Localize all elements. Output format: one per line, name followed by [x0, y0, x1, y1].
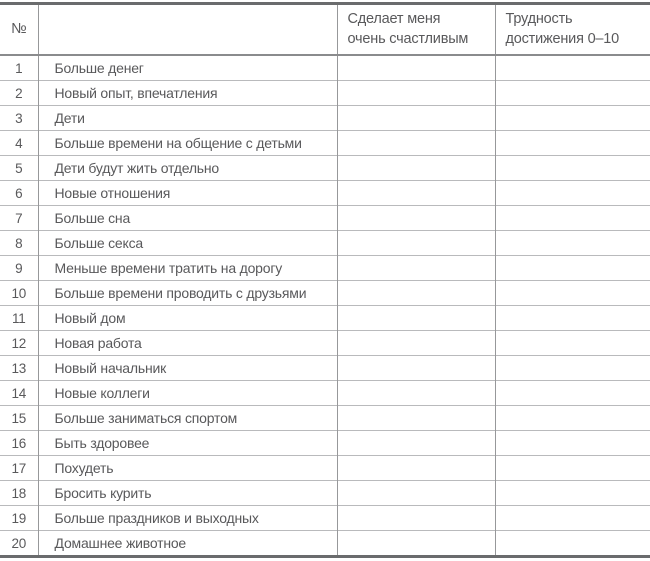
happy-value-cell: [337, 206, 495, 231]
difficulty-value-cell: [495, 456, 650, 481]
happy-value-cell: [337, 506, 495, 531]
happy-value-cell: [337, 131, 495, 156]
difficulty-value-cell: [495, 256, 650, 281]
wish-item-label: Больше праздников и выходных: [38, 506, 337, 531]
happy-value-cell: [337, 356, 495, 381]
difficulty-value-cell: [495, 331, 650, 356]
wish-item-label: Новые отношения: [38, 181, 337, 206]
wish-item-label: Новая работа: [38, 331, 337, 356]
table-row: [0, 531, 650, 557]
difficulty-value-cell: [495, 356, 650, 381]
col-header-happy-line1: Сделает меня: [347, 11, 441, 28]
table-row: [0, 306, 650, 331]
difficulty-value-cell: [495, 406, 650, 431]
difficulty-value-cell: [495, 81, 650, 106]
table-header: [0, 4, 650, 56]
wish-item-label: Новый начальник: [38, 356, 337, 381]
table-row: [0, 406, 650, 431]
row-number: 18: [0, 481, 38, 506]
happy-value-cell: [337, 231, 495, 256]
wish-item-label: Домашнее животное: [38, 531, 337, 557]
difficulty-value-cell: [495, 531, 650, 557]
difficulty-value-cell: [495, 206, 650, 231]
col-header-happy-line2: очень счастливым: [347, 30, 469, 47]
difficulty-value-cell: [495, 431, 650, 456]
happy-value-cell: [337, 456, 495, 481]
difficulty-value-cell: [495, 381, 650, 406]
row-number: 16: [0, 431, 38, 456]
difficulty-value-cell: [495, 106, 650, 131]
row-number: 10: [0, 281, 38, 306]
table-row: [0, 281, 650, 306]
row-number: 7: [0, 206, 38, 231]
table-row: [0, 481, 650, 506]
happy-value-cell: [337, 306, 495, 331]
table-row: [0, 256, 650, 281]
wish-item-label: Новые коллеги: [38, 381, 337, 406]
difficulty-value-cell: [495, 55, 650, 81]
row-number: 13: [0, 356, 38, 381]
table-row: [0, 331, 650, 356]
happy-value-cell: [337, 331, 495, 356]
col-header-item: [38, 4, 337, 56]
wish-item-label: Больше секса: [38, 231, 337, 256]
table-row: [0, 181, 650, 206]
col-header-number: №: [0, 4, 38, 56]
table-row: [0, 55, 650, 81]
wish-item-label: Больше денег: [38, 55, 337, 81]
difficulty-value-cell: [495, 181, 650, 206]
difficulty-value-cell: [495, 306, 650, 331]
row-number: 20: [0, 531, 38, 557]
difficulty-value-cell: [495, 231, 650, 256]
table-row: [0, 106, 650, 131]
wish-item-label: Бросить курить: [38, 481, 337, 506]
row-number: 5: [0, 156, 38, 181]
table-row: [0, 81, 650, 106]
happiness-worksheet-table: [0, 2, 650, 558]
row-number: 3: [0, 106, 38, 131]
row-number: 12: [0, 331, 38, 356]
wish-item-label: Меньше времени тратить на дорогу: [38, 256, 337, 281]
happy-value-cell: [337, 281, 495, 306]
table-row: [0, 231, 650, 256]
wish-item-label: Больше времени на общение с детьми: [38, 131, 337, 156]
table-row: [0, 131, 650, 156]
row-number: 8: [0, 231, 38, 256]
row-number: 1: [0, 55, 38, 81]
wish-item-label: Быть здоровее: [38, 431, 337, 456]
col-header-happy: [337, 4, 495, 56]
col-header-difficulty: [495, 4, 650, 56]
wish-item-label: Новый опыт, впечатления: [38, 81, 337, 106]
table-row: [0, 206, 650, 231]
happy-value-cell: [337, 181, 495, 206]
row-number: 9: [0, 256, 38, 281]
row-number: 14: [0, 381, 38, 406]
row-number: 19: [0, 506, 38, 531]
happy-value-cell: [337, 106, 495, 131]
wish-item-label: Похудеть: [38, 456, 337, 481]
happy-value-cell: [337, 531, 495, 557]
wish-item-label: Дети: [38, 106, 337, 131]
wish-item-label: Больше заниматься спортом: [38, 406, 337, 431]
row-number: 17: [0, 456, 38, 481]
wish-item-label: Дети будут жить отдельно: [38, 156, 337, 181]
table-row: [0, 506, 650, 531]
happy-value-cell: [337, 381, 495, 406]
row-number: 6: [0, 181, 38, 206]
table-row: [0, 431, 650, 456]
happy-value-cell: [337, 431, 495, 456]
header-row: [0, 4, 650, 56]
table-body: [0, 55, 650, 557]
wish-item-label: Новый дом: [38, 306, 337, 331]
difficulty-value-cell: [495, 506, 650, 531]
happy-value-cell: [337, 156, 495, 181]
col-header-difficulty-line2: достижения 0–10: [505, 30, 620, 47]
row-number: 4: [0, 131, 38, 156]
happy-value-cell: [337, 81, 495, 106]
table-row: [0, 356, 650, 381]
difficulty-value-cell: [495, 131, 650, 156]
wish-item-label: Больше времени проводить с друзьями: [38, 281, 337, 306]
happy-value-cell: [337, 406, 495, 431]
happy-value-cell: [337, 481, 495, 506]
happy-value-cell: [337, 256, 495, 281]
col-header-difficulty-line1: Трудность: [505, 11, 573, 28]
table-row: [0, 381, 650, 406]
row-number: 11: [0, 306, 38, 331]
difficulty-value-cell: [495, 481, 650, 506]
table-row: [0, 456, 650, 481]
row-number: 15: [0, 406, 38, 431]
wish-item-label: Больше сна: [38, 206, 337, 231]
happy-value-cell: [337, 55, 495, 81]
difficulty-value-cell: [495, 156, 650, 181]
row-number: 2: [0, 81, 38, 106]
table-row: [0, 156, 650, 181]
difficulty-value-cell: [495, 281, 650, 306]
